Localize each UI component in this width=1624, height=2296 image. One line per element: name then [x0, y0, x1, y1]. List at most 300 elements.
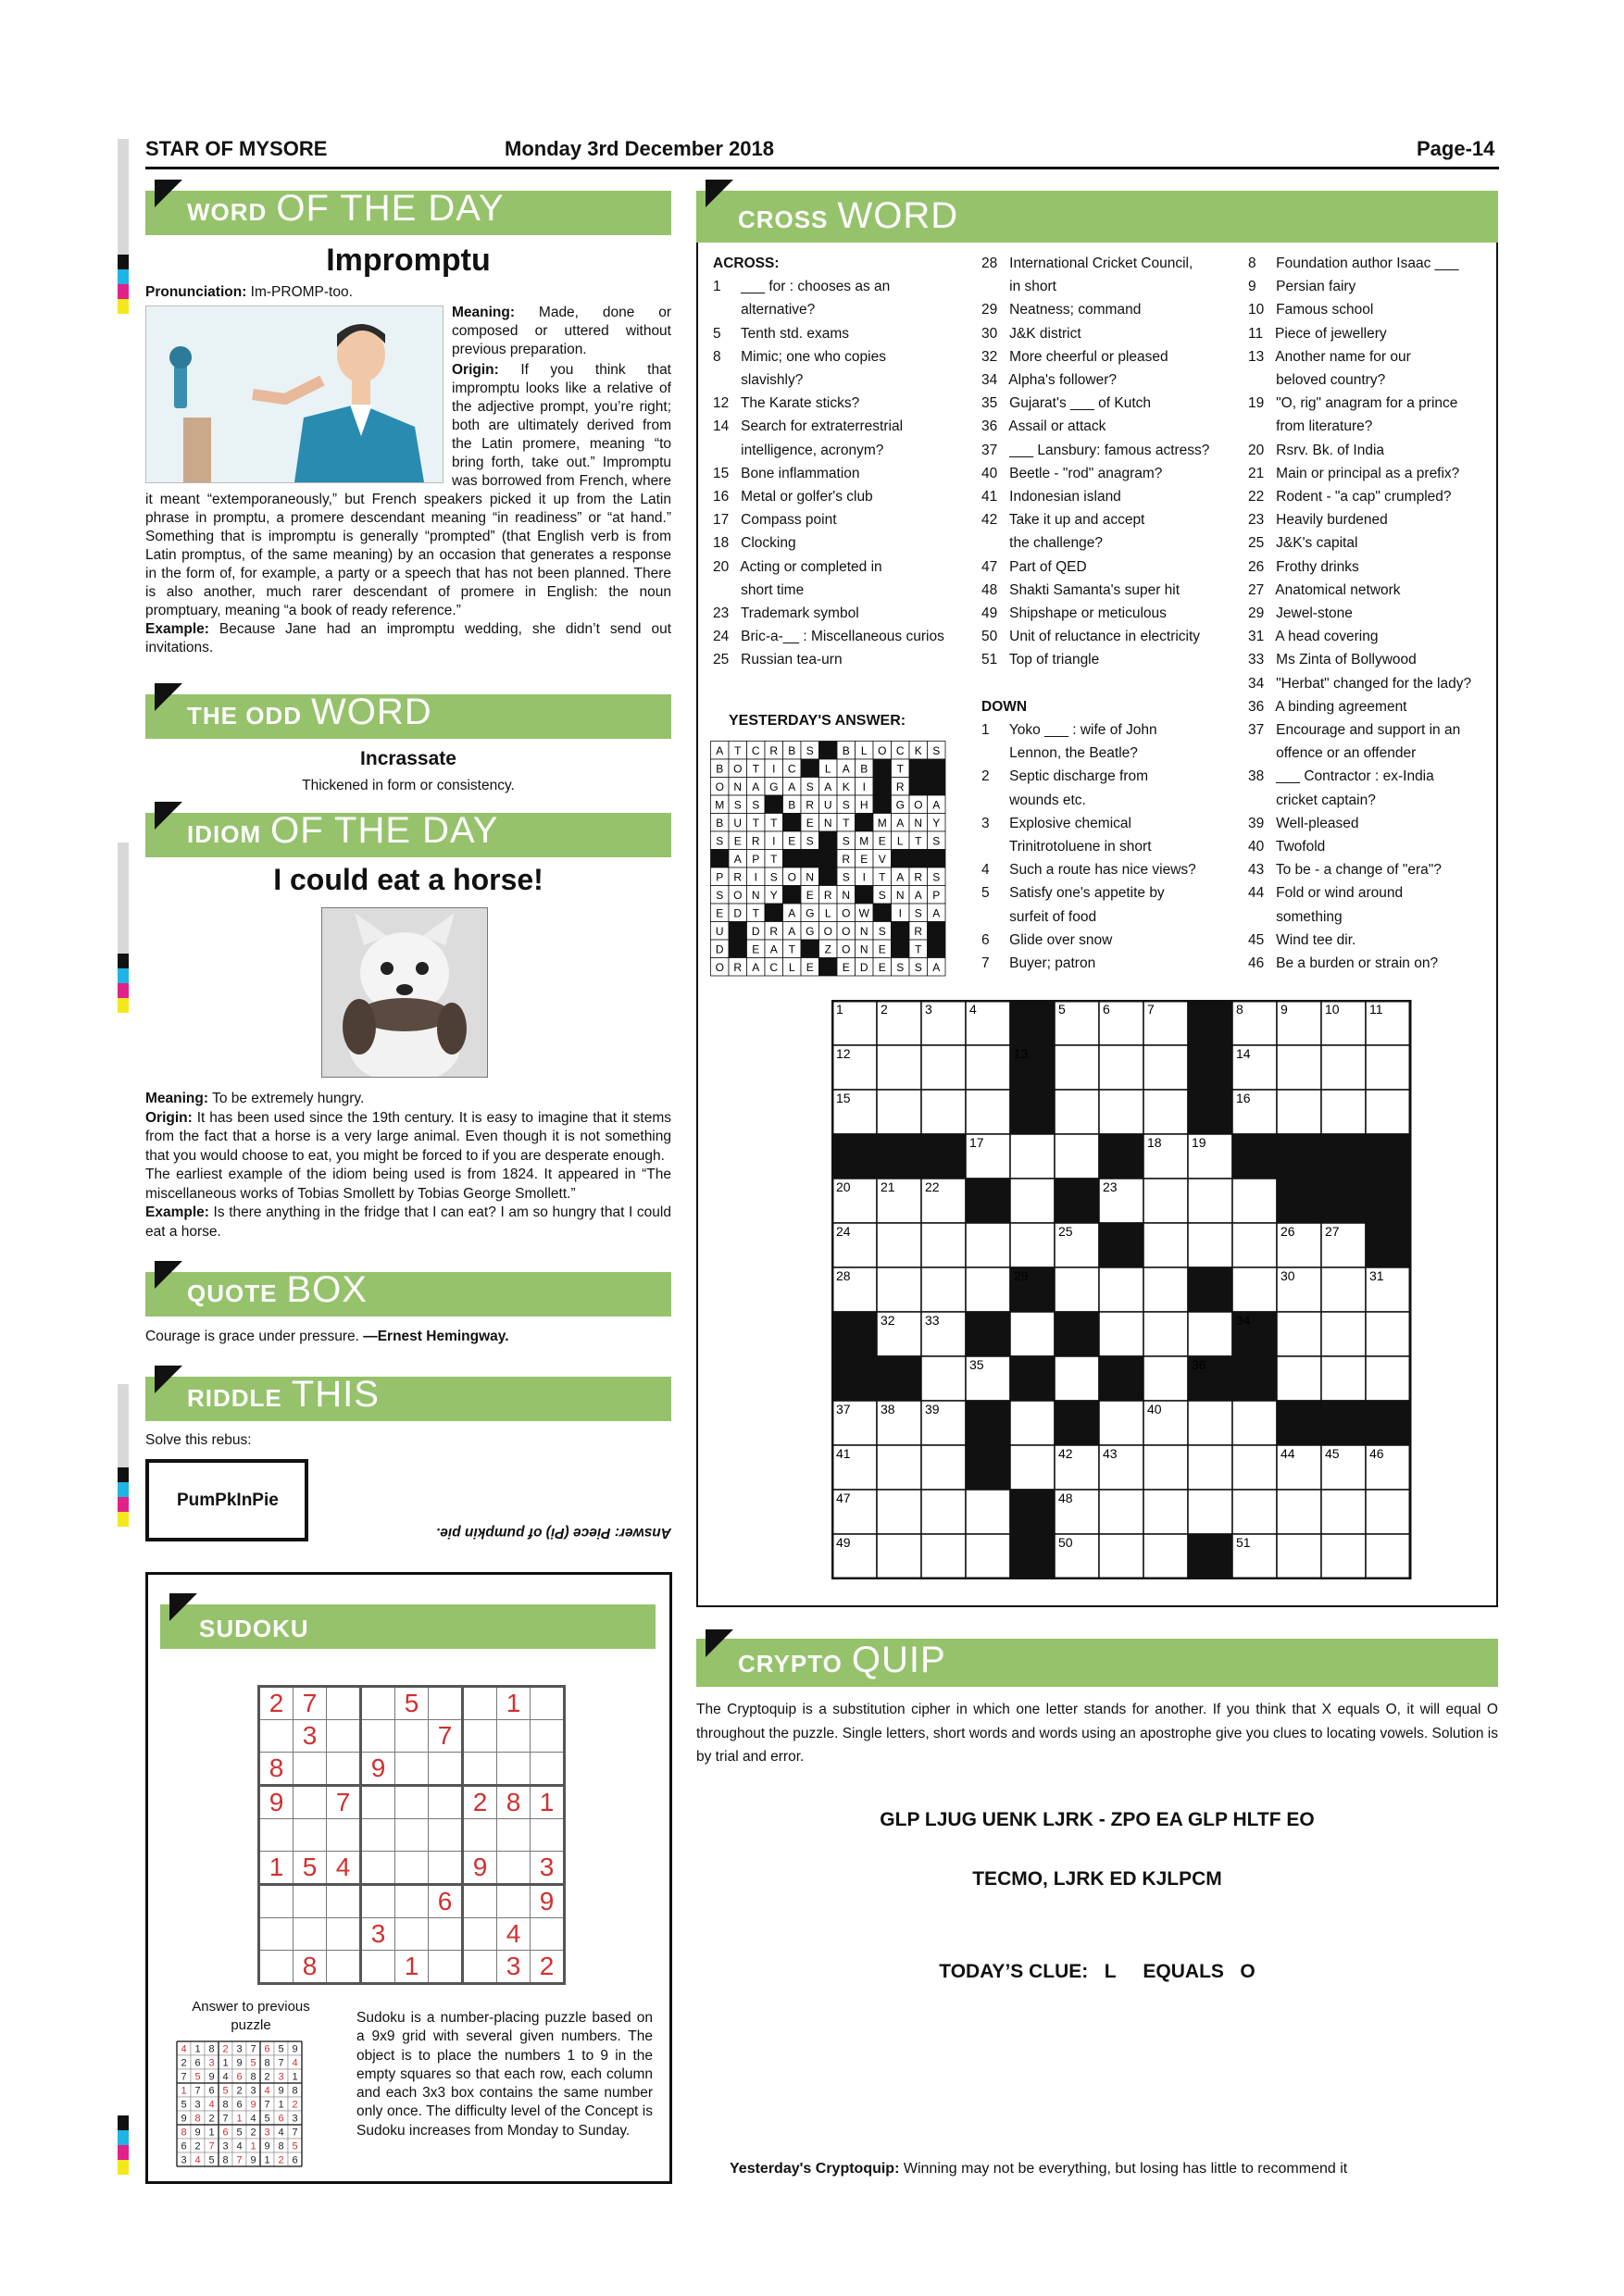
- sudoku-cell[interactable]: 8: [294, 1951, 327, 1984]
- clue-number: 4: [969, 1002, 977, 1017]
- sudoku-cell[interactable]: [361, 1852, 395, 1885]
- clue-number: 31: [1369, 1268, 1384, 1283]
- clue-line: Lennon, the Beatle?: [981, 745, 1138, 762]
- clue-line: 39 Well-pleased: [1248, 815, 1359, 831]
- yday-letter: S: [716, 889, 724, 903]
- sudoku-cell[interactable]: [463, 1918, 497, 1951]
- sudoku-cell[interactable]: 1: [259, 1852, 294, 1885]
- crossword-cell[interactable]: [921, 1356, 966, 1401]
- yday-letter: O: [842, 906, 851, 920]
- sudoku-cell[interactable]: [429, 1951, 463, 1984]
- sudoku-cell[interactable]: [429, 1687, 463, 1720]
- sudoku-cell[interactable]: 1: [497, 1687, 531, 1720]
- yellow-mark: [118, 1512, 129, 1527]
- sudoku-cell[interactable]: [327, 1918, 361, 1951]
- clue-number: 44: [1280, 1446, 1295, 1461]
- crossword-cell[interactable]: [1010, 1312, 1055, 1356]
- yday-letter: R: [823, 889, 832, 903]
- sudoku-cell[interactable]: 5: [395, 1687, 429, 1720]
- sudoku-cell[interactable]: [463, 1951, 497, 1984]
- sudoku-cell[interactable]: [531, 1819, 565, 1852]
- sudoku-cell[interactable]: [361, 1951, 395, 1984]
- sudoku-cell[interactable]: 3: [497, 1951, 531, 1984]
- cipher-line-2: TECMO, LJRK ED KJLPCM: [972, 1868, 1222, 1890]
- sudoku-cell[interactable]: [395, 1786, 429, 1819]
- yday-letter: I: [898, 906, 902, 920]
- yday-letter: S: [878, 925, 886, 939]
- crossword-block: [1188, 1267, 1232, 1312]
- gray-strip-low: [118, 1384, 129, 1467]
- clue-line: 19 "O, rig" anagram for a prince: [1248, 395, 1458, 412]
- yday-cell: [873, 778, 892, 796]
- yday-letter: A: [914, 889, 922, 903]
- crossword-cell[interactable]: [1099, 1267, 1143, 1312]
- idiom-bar: IDIOM OF THE DAY: [145, 813, 671, 857]
- yday-letter: V: [878, 853, 886, 867]
- crossword-cell[interactable]: [921, 1223, 966, 1267]
- idiom-phrase: I could eat a horse!: [273, 863, 543, 896]
- crossword-cell[interactable]: [1277, 1045, 1321, 1090]
- prev-digit: 8: [222, 2154, 229, 2166]
- crossword-cell[interactable]: [966, 1267, 1010, 1312]
- clue-line: 30 J&K district: [981, 325, 1081, 342]
- prev-digit: 6: [278, 2113, 284, 2125]
- crossword-cell[interactable]: [1143, 1223, 1188, 1267]
- yday-cell: [819, 831, 838, 850]
- crossword-cell[interactable]: [921, 1490, 966, 1534]
- crossword-cell[interactable]: [1143, 1045, 1188, 1090]
- sudoku-cell[interactable]: [497, 1885, 531, 1918]
- crossword-block: [1366, 1134, 1410, 1179]
- crossword-cell[interactable]: [1277, 1356, 1321, 1401]
- prev-digit: 6: [194, 2057, 201, 2069]
- sudoku-cell[interactable]: 2: [531, 1951, 565, 1984]
- crossword-cell[interactable]: [1055, 1134, 1099, 1179]
- clue-line: 24 Bric-a-__ : Miscellaneous curios: [713, 629, 944, 645]
- sudoku-cell[interactable]: 7: [429, 1720, 463, 1753]
- crossword-block: [1321, 1134, 1366, 1179]
- clue-number: 21: [881, 1179, 895, 1194]
- crossword-cell[interactable]: [1055, 1356, 1099, 1401]
- crossword-cell[interactable]: [877, 1445, 921, 1490]
- prev-digit: 2: [278, 2154, 284, 2166]
- crossword-cell[interactable]: [1232, 1223, 1277, 1267]
- crossword-cell[interactable]: [1366, 1534, 1410, 1578]
- crossword-cell[interactable]: [921, 1267, 966, 1312]
- down-clues: [1248, 252, 1471, 975]
- sudoku-cell[interactable]: [361, 1720, 395, 1753]
- sudoku-cell[interactable]: [463, 1885, 497, 1918]
- yday-cell: [928, 922, 946, 941]
- crossword-cell[interactable]: [1188, 1401, 1232, 1445]
- sudoku-cell[interactable]: 1: [531, 1786, 565, 1819]
- yday-letter: N: [842, 889, 851, 903]
- crossword-cell[interactable]: [1010, 1223, 1055, 1267]
- corner-mark: [155, 683, 182, 711]
- sudoku-cell[interactable]: [361, 1819, 395, 1852]
- sudoku-cell[interactable]: [259, 1819, 294, 1852]
- crossword-cell[interactable]: [1099, 1401, 1143, 1445]
- yday-letter: S: [878, 889, 886, 903]
- yday-cell: [856, 886, 874, 905]
- sudoku-cell[interactable]: 6: [429, 1885, 463, 1918]
- crossword-cell[interactable]: [921, 1534, 966, 1578]
- crossword-cell[interactable]: [1277, 1090, 1321, 1134]
- clue-line: in short: [981, 279, 1056, 295]
- crossword-cell[interactable]: [1232, 1179, 1277, 1223]
- sudoku-cell[interactable]: [497, 1753, 531, 1786]
- crossword-cell[interactable]: [1321, 1312, 1366, 1356]
- yday-letter: K: [842, 780, 850, 794]
- crossword-cell[interactable]: [1321, 1045, 1366, 1090]
- crossword-cell[interactable]: [1143, 1356, 1188, 1401]
- yday-letter: B: [716, 817, 724, 830]
- page-number: Page-14: [1417, 137, 1495, 160]
- sudoku-cell[interactable]: [294, 1885, 327, 1918]
- crossword-cell[interactable]: [1099, 1490, 1143, 1534]
- crossword-cell[interactable]: [1277, 1312, 1321, 1356]
- clue-line: 35 Gujarat's ___ of Kutch: [981, 395, 1152, 412]
- crossword-cell[interactable]: [1143, 1090, 1188, 1134]
- yday-letter: O: [733, 889, 743, 903]
- sudoku-cell[interactable]: [395, 1852, 429, 1885]
- crossword-cell[interactable]: [877, 1267, 921, 1312]
- crossword-cell[interactable]: [1143, 1312, 1188, 1356]
- previous-sudoku-answer: [176, 2040, 306, 2170]
- sudoku-cell[interactable]: 9: [259, 1786, 294, 1819]
- sudoku-cell[interactable]: [294, 1819, 327, 1852]
- crossword-cell[interactable]: [1188, 1445, 1232, 1490]
- yday-letter: L: [824, 762, 831, 776]
- sudoku-cell[interactable]: 8: [259, 1753, 294, 1786]
- crossword-cell[interactable]: [1010, 1401, 1055, 1445]
- yday-letter: S: [914, 906, 922, 920]
- crossword-cell[interactable]: [1321, 1267, 1366, 1312]
- sudoku-cell[interactable]: [531, 1753, 565, 1786]
- clue-number: 26: [1280, 1224, 1295, 1239]
- riddle-bar: RIDDLE THIS: [145, 1377, 671, 1421]
- sudoku-cell[interactable]: [429, 1786, 463, 1819]
- yday-cell: [909, 759, 928, 778]
- crossword-cell[interactable]: [966, 1490, 1010, 1534]
- prev-digit: 7: [250, 2043, 256, 2055]
- sudoku-cell[interactable]: 2: [463, 1786, 497, 1819]
- prev-digit: 1: [236, 2113, 243, 2125]
- yday-cell: [819, 958, 838, 977]
- prev-digit: 7: [181, 2071, 187, 2083]
- crossword-cell[interactable]: [1055, 1267, 1099, 1312]
- crossword-cell[interactable]: [1143, 1179, 1188, 1223]
- sudoku-cell[interactable]: [497, 1852, 531, 1885]
- crossword-block: [1055, 1401, 1099, 1445]
- sudoku-cell[interactable]: [395, 1819, 429, 1852]
- prev-digit: 9: [278, 2085, 284, 2097]
- prev-digit: 9: [208, 2071, 215, 2083]
- sudoku-cell[interactable]: [259, 1885, 294, 1918]
- sudoku-cell[interactable]: [497, 1819, 531, 1852]
- prev-digit: 5: [264, 2113, 270, 2125]
- crossword-cell[interactable]: [921, 1045, 966, 1090]
- crossword-cell[interactable]: [1010, 1445, 1055, 1490]
- word-title: Impromptu: [326, 243, 491, 278]
- crossword-cell[interactable]: [1366, 1356, 1410, 1401]
- crossword-cell[interactable]: [1143, 1534, 1188, 1578]
- prev-digit: 4: [194, 2154, 201, 2166]
- crossword-cell[interactable]: [1010, 1179, 1055, 1223]
- sudoku-cell[interactable]: [429, 1753, 463, 1786]
- sudoku-cell[interactable]: [463, 1819, 497, 1852]
- clue-line: 48 Shakti Samanta's super hit: [981, 581, 1181, 598]
- clue-line: 37 ___ Lansbury: famous actress?: [981, 442, 1210, 458]
- crossword-cell[interactable]: [1366, 1045, 1410, 1090]
- clue-line: 1 ___ for : chooses as an: [713, 279, 891, 295]
- sudoku-cell[interactable]: [429, 1819, 463, 1852]
- sudoku-cell[interactable]: 5: [294, 1852, 327, 1885]
- yday-letter: U: [715, 925, 724, 939]
- yday-letter: I: [772, 762, 776, 776]
- yday-letter: S: [842, 870, 850, 884]
- sudoku-cell[interactable]: [259, 1720, 294, 1753]
- crossword-block: [966, 1179, 1010, 1223]
- yday-letter: E: [716, 906, 724, 920]
- black-mark: [118, 1467, 129, 1482]
- sudoku-cell[interactable]: 3: [531, 1852, 565, 1885]
- across-down-clues: [981, 252, 1209, 975]
- clue-number: 9: [1280, 1002, 1288, 1017]
- crossword-cell[interactable]: [966, 1045, 1010, 1090]
- sudoku-cell[interactable]: [327, 1951, 361, 1984]
- sudoku-cell[interactable]: 3: [361, 1918, 395, 1951]
- sudoku-cell[interactable]: [361, 1885, 395, 1918]
- crossword-cell[interactable]: [1188, 1490, 1232, 1534]
- prev-digit: 3: [208, 2057, 215, 2069]
- clue-line: 34 Alpha's follower?: [981, 372, 1117, 389]
- crossword-cell[interactable]: [1321, 1090, 1366, 1134]
- crossword-cell[interactable]: [966, 1223, 1010, 1267]
- crossword-cell[interactable]: [1277, 1490, 1321, 1534]
- sudoku-cell[interactable]: [294, 1786, 327, 1819]
- crossword-cell[interactable]: [1143, 1445, 1188, 1490]
- crossword-cell[interactable]: [877, 1045, 921, 1090]
- sudoku-cell[interactable]: [531, 1918, 565, 1951]
- sudoku-cell[interactable]: [531, 1687, 565, 1720]
- yday-letter: N: [895, 889, 905, 903]
- clue-line: 5 Tenth std. exams: [713, 325, 850, 342]
- crossword-cell[interactable]: [877, 1534, 921, 1578]
- sudoku-cell[interactable]: [395, 1918, 429, 1951]
- sudoku-cell[interactable]: [327, 1885, 361, 1918]
- crossword-cell[interactable]: [966, 1534, 1010, 1578]
- crossword-cell[interactable]: [1099, 1312, 1143, 1356]
- crossword-cell[interactable]: [1277, 1534, 1321, 1578]
- sudoku-cell[interactable]: [327, 1753, 361, 1786]
- sudoku-cell[interactable]: [497, 1720, 531, 1753]
- sudoku-cell[interactable]: [361, 1687, 395, 1720]
- sudoku-cell[interactable]: 2: [259, 1687, 294, 1720]
- clue-number: 1: [836, 1002, 843, 1017]
- yday-letter: I: [862, 870, 866, 884]
- crossword-cell[interactable]: [1232, 1267, 1277, 1312]
- yday-letter: I: [862, 780, 866, 794]
- sudoku-cell[interactable]: 4: [497, 1918, 531, 1951]
- prev-answer-label: Answer to previous puzzle: [192, 1999, 310, 2033]
- prev-digit: 3: [292, 2113, 298, 2125]
- crossword-cell[interactable]: [1099, 1090, 1143, 1134]
- sudoku-cell[interactable]: 8: [497, 1786, 531, 1819]
- sudoku-cell[interactable]: 1: [395, 1951, 429, 1984]
- crossword-block: [1366, 1179, 1410, 1223]
- crossword-cell[interactable]: [1321, 1490, 1366, 1534]
- sudoku-cell[interactable]: [327, 1687, 361, 1720]
- sudoku-cell[interactable]: [429, 1852, 463, 1885]
- sudoku-description: Sudoku is a number-placing puzzle based on a 9x9 grid with several given numbers. The object is to place the numbers 1 to 9 in the empty squares so that each row, each column and each 3x3 box contains the same number only once. The difficulty level of the Concept is Sudoku increases from Monday to Sunday.: [356, 2010, 653, 2139]
- clue-line: 2 Septic discharge from: [981, 768, 1149, 785]
- sudoku-bar: SUDOKU: [160, 1604, 656, 1649]
- clue-number: 27: [1325, 1224, 1340, 1239]
- sudoku-cell[interactable]: 4: [327, 1852, 361, 1885]
- crossword-grid[interactable]: [831, 1000, 1413, 1579]
- sudoku-cell[interactable]: 9: [531, 1885, 565, 1918]
- yday-cell: [801, 940, 819, 958]
- yellow-mark: [118, 299, 129, 314]
- sudoku-cell[interactable]: 3: [294, 1720, 327, 1753]
- corner-mark: [169, 1593, 197, 1621]
- yday-cell: [892, 940, 910, 958]
- yday-letter: I: [754, 870, 757, 884]
- crossword-cell[interactable]: [1010, 1134, 1055, 1179]
- crossword-block: [1366, 1401, 1410, 1445]
- crossword-cell[interactable]: [1188, 1312, 1232, 1356]
- sudoku-cell[interactable]: [531, 1720, 565, 1753]
- crossword-cell[interactable]: [1188, 1179, 1232, 1223]
- crossword-cell[interactable]: [1232, 1445, 1277, 1490]
- yday-letter: S: [842, 834, 850, 848]
- sudoku-cell[interactable]: [294, 1753, 327, 1786]
- yday-letter: R: [914, 870, 923, 884]
- sudoku-cell[interactable]: [429, 1918, 463, 1951]
- clue-line: 28 International Cricket Council,: [981, 256, 1193, 271]
- sudoku-cell[interactable]: [361, 1786, 395, 1819]
- sudoku-cell[interactable]: [259, 1951, 294, 1984]
- sudoku-cell[interactable]: 9: [361, 1753, 395, 1786]
- yday-letter: R: [914, 925, 923, 939]
- clue-line: 43 To be - a change of "era"?: [1248, 862, 1442, 879]
- clue-line: 49 Shipshape or meticulous: [981, 605, 1167, 622]
- sudoku-cell[interactable]: 7: [294, 1687, 327, 1720]
- yday-letter: S: [932, 870, 941, 884]
- crossword-block: [1010, 1534, 1055, 1578]
- crossword-cell[interactable]: [1232, 1490, 1277, 1534]
- sudoku-cell[interactable]: [259, 1918, 294, 1951]
- yday-letter: T: [843, 817, 850, 830]
- clue-number: 32: [881, 1313, 895, 1328]
- crossword-cell[interactable]: [1055, 1045, 1099, 1090]
- yday-letter: K: [914, 744, 922, 758]
- yday-letter: E: [806, 889, 814, 903]
- yday-letter: R: [733, 870, 743, 884]
- crossword-cell[interactable]: [1321, 1356, 1366, 1401]
- crossword-block: [921, 1134, 966, 1179]
- clue-number: 2: [881, 1002, 888, 1017]
- crossword-cell[interactable]: [1232, 1401, 1277, 1445]
- yday-letter: Y: [932, 817, 941, 830]
- clue-line: 17 Compass point: [713, 512, 837, 529]
- crossword-cell[interactable]: [1366, 1090, 1410, 1134]
- crossword-cell[interactable]: [1099, 1045, 1143, 1090]
- clue-line: 3 Explosive chemical: [981, 815, 1131, 831]
- quote-text: Courage is grace under pressure. —Ernest Hemingway.: [145, 1329, 509, 1344]
- crossword-cell[interactable]: [877, 1090, 921, 1134]
- crossword-cell[interactable]: [1366, 1312, 1410, 1356]
- clue-line: 33 Ms Zinta of Bollywood: [1248, 652, 1417, 668]
- crossword-cell[interactable]: [877, 1490, 921, 1534]
- clue-number: 37: [836, 1402, 851, 1416]
- clue-number: 43: [1103, 1446, 1118, 1461]
- clue-number: 35: [969, 1357, 984, 1372]
- yday-letter: S: [752, 798, 760, 812]
- sudoku-cell[interactable]: [294, 1918, 327, 1951]
- yday-letter: E: [806, 817, 814, 830]
- prev-digit: 1: [264, 2154, 270, 2166]
- prev-digit: 5: [194, 2071, 201, 2083]
- prev-digit: 9: [250, 2154, 256, 2166]
- prev-digit: 6: [264, 2043, 270, 2055]
- yday-letter: G: [806, 906, 815, 920]
- crossword-cell[interactable]: [1188, 1223, 1232, 1267]
- clue-line: surfeit of food: [981, 908, 1097, 925]
- odd-word-bar: THE ODD WORD: [145, 694, 671, 739]
- corner-mark: [155, 1366, 182, 1393]
- prev-digit: 9: [264, 2140, 270, 2152]
- yday-letter: S: [733, 798, 742, 812]
- crossword-cell[interactable]: [921, 1090, 966, 1134]
- sudoku-cell[interactable]: [395, 1885, 429, 1918]
- clue-line: beloved country?: [1248, 372, 1386, 389]
- sudoku-cell[interactable]: [463, 1720, 497, 1753]
- crossword-cell[interactable]: [921, 1445, 966, 1490]
- yday-letter: A: [788, 906, 796, 920]
- crossword-cell[interactable]: [1055, 1090, 1099, 1134]
- crossword-cell[interactable]: [1099, 1534, 1143, 1578]
- sudoku-grid[interactable]: [257, 1685, 566, 1985]
- idiom-body: Meaning: To be extremely hungry. Origin: It has been used since the 19th century. It is easy to imagine that it stems from the fact that a horse is a very large animal. Even though it is not something that you would choose to eat, you might be forced to if you are desperate enough. The earliest example of the idiom being used is from 1824. It appeared in “The miscellaneous works of Tobias Smollett by Tobias George Smollett.” Example: Is there anything in the fridge that I can eat? I am so hungry that I could eat a horse.: [145, 1091, 671, 1240]
- crossword-cell[interactable]: [877, 1223, 921, 1267]
- sudoku-cell[interactable]: [327, 1819, 361, 1852]
- clue-line: 22 Rodent - "a cap" crumpled?: [1248, 489, 1452, 505]
- crossword-block: [877, 1356, 921, 1401]
- black-mark: [118, 255, 129, 269]
- sudoku-cell[interactable]: [395, 1753, 429, 1786]
- sudoku-cell[interactable]: [463, 1753, 497, 1786]
- sudoku-cell[interactable]: [327, 1720, 361, 1753]
- crossword-cell[interactable]: [1366, 1490, 1410, 1534]
- yday-letter: B: [842, 744, 850, 758]
- yday-letter: R: [806, 798, 815, 812]
- sudoku-cell[interactable]: [463, 1687, 497, 1720]
- sudoku-cell[interactable]: 7: [327, 1786, 361, 1819]
- crossword-cell[interactable]: [1143, 1267, 1188, 1312]
- clue-number: 25: [1058, 1224, 1073, 1239]
- cipher-line-1: GLP LJUG UENK LJRK - ZPO EA GLP HLTF EO: [880, 1809, 1315, 1830]
- crossword-cell[interactable]: [1321, 1534, 1366, 1578]
- crossword-cell[interactable]: [966, 1090, 1010, 1134]
- sudoku-cell[interactable]: [395, 1720, 429, 1753]
- rebus-box: [145, 1459, 308, 1541]
- crossword-cell[interactable]: [1143, 1490, 1188, 1534]
- clue-line: 21 Main or principal as a prefix?: [1248, 465, 1460, 481]
- sudoku-cell[interactable]: 9: [463, 1852, 497, 1885]
- clue-number: 18: [1147, 1135, 1162, 1150]
